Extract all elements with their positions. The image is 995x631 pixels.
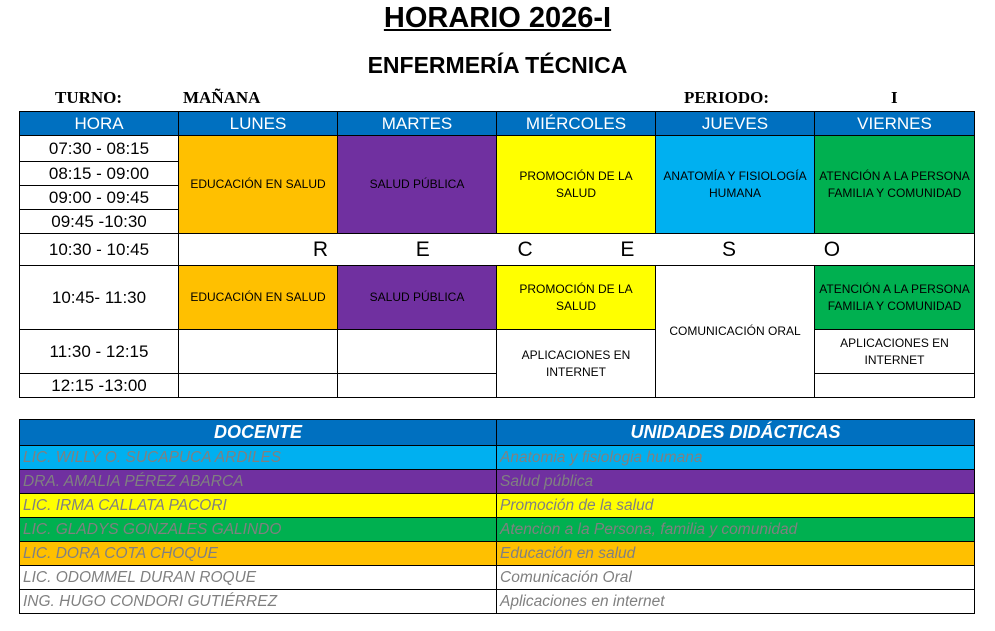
periodo-label: PERIODO: <box>684 88 769 107</box>
legend-docente: DRA. AMALIA PÉREZ ABARCA <box>19 469 497 494</box>
legend-docente: LIC. ODOMMEL DURAN ROQUE <box>19 565 497 590</box>
legend-unidad: Educación en salud <box>496 541 975 566</box>
legend-docente: LIC. WILLY O. SUCAPUCA ARDILES <box>19 445 497 470</box>
header-miercoles: MIÉRCOLES <box>496 111 656 136</box>
class-miercoles-block2: PROMOCIÓN DE LA SALUD <box>496 265 656 330</box>
class-miercoles-block1: PROMOCIÓN DE LA SALUD <box>496 135 656 234</box>
class-martes-block2: SALUD PÚBLICA <box>337 265 497 330</box>
hour-cell: 08:15 - 09:00 <box>19 161 179 186</box>
legend-docente: LIC. GLADYS GONZALES GALINDO <box>19 517 497 542</box>
legend-unidad: Aplicaciones en internet <box>496 589 975 614</box>
periodo-value: I <box>891 88 898 107</box>
legend-docente: LIC. DORA COTA CHOQUE <box>19 541 497 566</box>
legend-unidad: Atencion a la Persona, familia y comunidad <box>496 517 975 542</box>
header-hora: HORA <box>19 111 179 136</box>
receso-row <box>178 233 975 266</box>
class-viernes-block2: ATENCIÓN A LA PERSONA FAMILIA Y COMUNIDAD <box>814 265 975 330</box>
legend-docente: LIC. IRMA CALLATA PACORI <box>19 493 497 518</box>
empty-cell <box>814 373 975 398</box>
hour-cell: 11:30 - 12:15 <box>19 329 179 374</box>
hour-cell: 12:15 -13:00 <box>19 373 179 398</box>
class-viernes-block1: ATENCIÓN A LA PERSONA FAMILIA Y COMUNIDAD <box>814 135 975 234</box>
hour-cell: 09:00 - 09:45 <box>19 185 179 210</box>
receso-letter: E <box>415 238 430 261</box>
page-title: HORARIO 2026-I <box>383 2 612 34</box>
empty-cell <box>337 373 497 398</box>
hour-cell: 07:30 - 08:15 <box>19 135 179 162</box>
class-miercoles-block3: APLICACIONES EN INTERNET <box>496 329 656 398</box>
legend-unidad: Salud pública <box>496 469 975 494</box>
header-martes: MARTES <box>337 111 497 136</box>
page-subtitle: ENFERMERÍA TÉCNICA <box>367 52 628 78</box>
class-jueves-block2: COMUNICACIÓN ORAL <box>655 265 815 398</box>
class-martes-block1: SALUD PÚBLICA <box>337 135 497 234</box>
legend-header-docente: DOCENTE <box>19 419 497 446</box>
receso-letter: R <box>312 238 329 261</box>
hour-cell: 10:30 - 10:45 <box>19 233 179 266</box>
legend-unidad: Anatomia y fisiologia humana <box>496 445 975 470</box>
receso-letter: O <box>823 238 841 261</box>
legend-docente: ING. HUGO CONDORI GUTIÉRREZ <box>19 589 497 614</box>
header-jueves: JUEVES <box>655 111 815 136</box>
empty-cell <box>178 329 338 374</box>
header-lunes: LUNES <box>178 111 338 136</box>
class-lunes-block2: EDUCACIÓN EN SALUD <box>178 265 338 330</box>
receso-letter: S <box>722 238 737 261</box>
class-jueves-block1: ANATOMÍA Y FISIOLOGÍA HUMANA <box>655 135 815 234</box>
header-viernes: VIERNES <box>814 111 975 136</box>
turno-value: MAÑANA <box>183 88 261 107</box>
hour-cell: 10:45- 11:30 <box>19 265 179 330</box>
legend-header-unidades: UNIDADES DIDÁCTICAS <box>496 419 975 446</box>
empty-cell <box>337 329 497 374</box>
receso-letter: C <box>517 238 533 261</box>
class-lunes-block1: EDUCACIÓN EN SALUD <box>178 135 338 234</box>
hour-cell: 09:45 -10:30 <box>19 209 179 234</box>
receso-letter: E <box>620 238 635 261</box>
empty-cell <box>178 373 338 398</box>
turno-label: TURNO: <box>55 88 123 107</box>
legend-unidad: Promoción de la salud <box>496 493 975 518</box>
legend-unidad: Comunicación Oral <box>496 565 975 590</box>
class-viernes-block3: APLICACIONES EN INTERNET <box>814 329 975 374</box>
